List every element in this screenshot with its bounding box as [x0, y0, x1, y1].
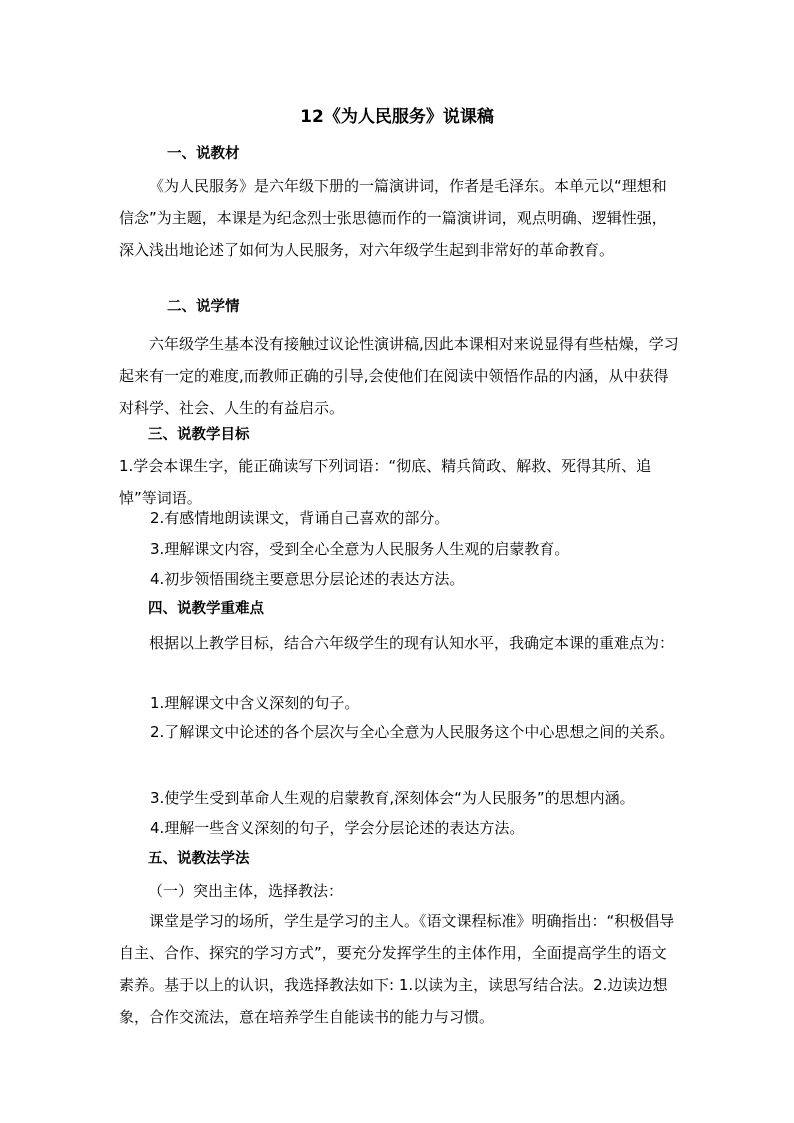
key-point-item: 3.使学生受到革命人生观的启蒙教育,深刻体会“为人民服务”的思想内涵。	[150, 789, 635, 807]
paragraph-teaching-methods: 课堂是学习的场所，学生是学习的主人。《语文课程标准》明确指出：“积极倡导自主、合作、探究的学习方式”，要充分发挥学生的主体作用，全面提高学生的语文素养。基于以上的认识，我选择教法如下: 1.以读为主，读思写结合法。2.边读边想象，合作交流法，意在培养学生自能读书的能力与习惯。	[119, 912, 675, 1026]
goal-item: 1.学会本课生字，能正确读写下列词语：“彻底、精兵简政、解救、死得其所、追悼”等词语。	[119, 457, 652, 507]
paragraph-key-points-intro: 根据以上教学目标，结合六年级学生的现有认知水平，我确定本课的重难点为：	[149, 634, 675, 652]
section-heading-teaching-material: 一、说教材	[167, 146, 240, 162]
goal-item: 2.有感情地朗读课文，背诵自己喜欢的部分。	[150, 509, 450, 527]
goal-item: 3.理解课文内容，受到全心全意为人民服务人生观的启蒙教育。	[150, 540, 570, 558]
key-point-item: 2.了解课文中论述的各个层次与全心全意为人民服务这个中心思想之间的关系。	[150, 723, 675, 741]
document-title: 12《为人民服务》说课稿	[300, 107, 494, 127]
paragraph-student-analysis: 六年级学生基本没有接触过议论性演讲稿,因此本课相对来说显得有些枯燥，学习起来有一定的难度,而教师正确的引导,会使他们在阅读中领悟作品的内涵，从中获得对科学、社会、人生的有益启示。	[119, 335, 679, 417]
key-point-item: 4.理解一些含义深刻的句子，学会分层论述的表达方法。	[150, 819, 525, 837]
key-point-item: 1.理解课文中含义深刻的句子。	[150, 694, 360, 712]
goal-item: 4.初步领悟围绕主要意思分层论述的表达方法。	[150, 570, 465, 588]
section-heading-teaching-methods: 五、说教法学法	[148, 851, 250, 867]
paragraph-teaching-material: 《为人民服务》是六年级下册的一篇演讲词，作者是毛泽东。本单元以“理想和信念”为主题，本课是为纪念烈士张思德而作的一篇演讲词，观点明确、逻辑性强，深入浅出地论述了如何为人民服务，对六年级学生起到非常好的革命教育。	[119, 177, 667, 259]
section-heading-student-analysis: 二、说学情	[167, 299, 240, 315]
section-heading-teaching-goals: 三、说教学目标	[148, 427, 250, 443]
subheading-choose-methods: （一）突出主体，选择教法：	[148, 882, 344, 900]
section-heading-key-points: 四、说教学重难点	[148, 601, 264, 617]
